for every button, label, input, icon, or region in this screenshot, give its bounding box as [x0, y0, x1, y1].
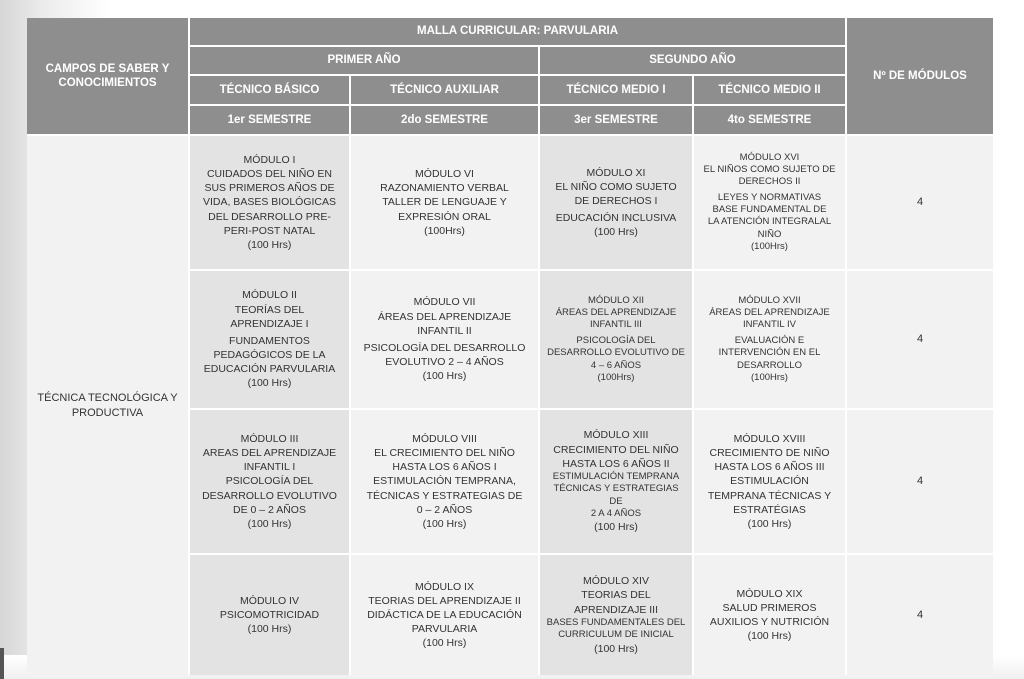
module-text-line: (100 Hrs)	[594, 642, 638, 655]
module-cell-r1-c3	[540, 136, 692, 269]
module-text-line: SUS PRIMEROS AÑOS DE	[204, 182, 335, 195]
module-text-line: (100 Hrs)	[422, 517, 467, 530]
module-text-line: DESARROLLO EVOLUTIVO	[202, 489, 337, 502]
module-text-line: DEL DESARROLLO PRE-	[208, 210, 331, 223]
module-text-line: MÓDULO IX	[415, 580, 474, 593]
module-text-line: HASTA LOS 6 AÑOS II	[562, 457, 670, 470]
module-text-line: ÁREAS DEL APRENDIZAJE	[555, 307, 677, 319]
module-cell-r2-c4	[694, 271, 845, 408]
module-text-line: EDUCACIÓN PARVULARIA	[203, 363, 336, 376]
module-cell-r4-c4	[694, 555, 845, 675]
module-cell-r3-c4	[694, 410, 845, 553]
module-text-line: CRECIMIENTO DE NIÑO	[709, 447, 830, 460]
module-text-line: TEORIAS DEL APRENDIZAJE II	[368, 594, 521, 607]
module-text-line: TEORÍAS DEL	[234, 303, 305, 316]
module-text-line: MÓDULO VI	[415, 168, 474, 181]
field-cell	[27, 136, 188, 675]
module-cell-r4-c1	[190, 555, 349, 675]
module-text-line: (100 Hrs)	[422, 637, 467, 650]
module-text-line: AUXILIOS Y NUTRICIÓN	[709, 616, 830, 628]
module-text-line: TÉCNICAS Y ESTRATEGIAS DE	[553, 483, 679, 507]
module-text-line: (100 Hrs)	[747, 517, 792, 530]
module-text-line: MÓDULO XVI	[739, 151, 800, 163]
module-text-line: (100 Hrs)	[247, 517, 292, 530]
module-text-line: PARVULARIA	[411, 623, 478, 636]
module-text-line: PERI-POST NATAL	[223, 224, 316, 237]
semester-header-2: 2do SEMESTRE	[351, 106, 538, 134]
module-text-line: PSICOLOGÍA DEL	[576, 334, 656, 346]
module-text-line: PSICOLOGÍA DEL	[225, 475, 314, 488]
module-text-line: MÓDULO XIII	[583, 429, 649, 442]
module-text-line: PEDAGÓGICOS DE LA	[213, 349, 326, 362]
module-text-line: INFANTIL III	[590, 319, 642, 331]
level-header-1: TÉCNICO BÁSICO	[190, 76, 349, 104]
module-text-line: MÓDULO VIII	[412, 432, 477, 445]
module-text-line: DERECHOS II	[738, 176, 801, 188]
module-text-line: 0 – 2 AÑOS	[416, 503, 473, 516]
module-text-line: MÓDULO XI	[586, 166, 646, 179]
module-text-line: (100 Hrs)	[747, 630, 792, 643]
module-text-line: MÓDULO II	[242, 289, 297, 302]
module-text-line: DIDÁCTICA DE LA EDUCACIÓN	[367, 608, 522, 621]
module-text-line: (100Hrs)	[597, 371, 635, 383]
module-text-line: MÓDULO XVII	[738, 294, 801, 306]
module-text-line: LEYES Y NORMATIVAS	[717, 191, 822, 203]
module-cell-r4-c2	[351, 555, 538, 675]
module-text-line: (100Hrs)	[424, 224, 465, 237]
module-text-line: INFANTIL I	[243, 461, 296, 474]
module-text-line: INFANTIL IV	[743, 319, 796, 331]
module-text-line: (100Hrs)	[751, 241, 788, 253]
curriculum-table	[27, 18, 993, 675]
module-text-line: ESTIMULACIÓN TEMPRANA	[552, 470, 680, 482]
module-cell-r2-c3	[540, 271, 692, 408]
module-text-line: EDUCACIÓN INCLUSIVA	[555, 212, 677, 225]
module-text-line: TALLER DE LENGUAJE Y	[382, 196, 507, 209]
level-header-3: TÉCNICO MEDIO I	[540, 76, 692, 104]
module-cell-r3-c3	[540, 410, 692, 553]
module-text-line: (100 Hrs)	[247, 377, 292, 390]
module-count: 4	[847, 136, 993, 269]
module-text-line: CUIDADOS DEL NIÑO EN	[206, 168, 333, 181]
module-count: 4	[847, 271, 993, 408]
module-text-line: DE 0 – 2 AÑOS	[233, 503, 306, 516]
module-text-line: PSICOMOTRICIDAD	[219, 608, 320, 621]
module-text-line: SALUD PRIMEROS	[722, 601, 817, 614]
module-text-line: PSICOLOGÍA DEL DESARROLLO	[363, 342, 526, 354]
module-text-line: 4 – 6 AÑOS	[590, 359, 642, 371]
module-text-line: MÓDULO III	[240, 432, 299, 445]
module-text-line: INTERVENCIÓN EN EL	[718, 347, 821, 359]
module-cell-r1-c2	[351, 136, 538, 269]
module-text-line: DESARROLLO EVOLUTIVO DE	[547, 347, 685, 359]
module-text-line: ÁREAS DEL APRENDIZAJE	[709, 307, 830, 319]
module-text-line: INFANTIL II	[417, 324, 472, 337]
module-text-line: TEMPRANA TÉCNICAS Y	[707, 489, 832, 502]
semester-header-3: 3er SEMESTRE	[540, 106, 692, 134]
module-text-line: BASES FUNDAMENTALES DEL	[546, 616, 686, 628]
module-text-line: (100 Hrs)	[594, 226, 638, 239]
table-title: MALLA CURRICULAR: PARVULARIA	[190, 18, 845, 45]
module-text-line: MÓDULO I	[243, 153, 296, 166]
module-text-line: EL NIÑOS COMO SUJETO DE	[703, 163, 836, 175]
module-cell-r1-c4	[694, 136, 845, 269]
module-text-line: EVOLUTIVO 2 – 4 AÑOS	[385, 356, 504, 369]
module-text-line: TÉCNICAS Y ESTRATEGIAS DE	[366, 489, 523, 502]
module-text-line: FUNDAMENTOS	[229, 334, 310, 347]
semester-header-4: 4to SEMESTRE	[694, 106, 845, 134]
module-text-line: 2 A 4 AÑOS	[590, 508, 642, 520]
module-text-line: MÓDULO XIX	[736, 587, 803, 600]
module-text-line: DE DERECHOS I	[574, 194, 658, 207]
module-text-line: ESTIMULACIÓN TEMPRANA,	[373, 475, 516, 488]
module-text-line: CURRICULUM DE INICIAL	[558, 629, 674, 641]
module-text-line: MÓDULO IV	[240, 594, 299, 607]
module-count-header: Nº DE MÓDULOS	[847, 18, 993, 134]
module-text-line: VIDA, BASES BIOLÓGICAS	[202, 196, 337, 209]
module-text-line: MÓDULO XII	[588, 294, 644, 306]
page-edge-mark	[0, 648, 4, 679]
level-header-4: TÉCNICO MEDIO II	[694, 76, 845, 104]
module-cell-r3-c1	[190, 410, 349, 553]
module-cell-r4-c3	[540, 555, 692, 675]
module-text-line: APRENDIZAJE I	[230, 317, 309, 330]
module-text-line: RAZONAMIENTO VERBAL	[380, 182, 509, 195]
module-text-line: EVALUACIÓN E	[734, 334, 805, 346]
module-text-line: TEORIAS DEL	[581, 589, 651, 602]
module-text-line: EL NIÑO COMO SUJETO	[555, 180, 677, 193]
module-text-line: CRECIMIENTO DEL NIÑO	[553, 443, 679, 456]
module-count: 4	[847, 410, 993, 553]
module-text-line: (100Hrs)	[751, 371, 788, 383]
module-cell-r3-c2	[351, 410, 538, 553]
module-text-line: HASTA LOS 6 AÑOS I	[392, 461, 497, 474]
module-text-line: EXPRESIÓN ORAL	[398, 210, 491, 223]
semester-header-1: 1er SEMESTRE	[190, 106, 349, 134]
module-text-line: ÁREAS DEL APRENDIZAJE	[377, 310, 512, 323]
year-header-2: SEGUNDO AÑO	[540, 47, 845, 74]
module-count: 4	[847, 555, 993, 675]
module-cell-r2-c1	[190, 271, 349, 408]
year-header-1: PRIMER AÑO	[190, 47, 538, 74]
field-header: CAMPOS DE SABER Y CONOCIMIENTOS	[27, 18, 188, 134]
level-header-2: TÉCNICO AUXILIAR	[351, 76, 538, 104]
field-name: TÉCNICA TECNOLÓGICA Y PRODUCTIVA	[37, 391, 178, 419]
module-text-line: (100 Hrs)	[247, 238, 292, 251]
module-text-line: MÓDULO XIV	[583, 575, 649, 588]
module-text-line: DESARROLLO	[737, 359, 802, 371]
module-text-line: BASE FUNDAMENTAL DE	[712, 204, 827, 215]
module-text-line: (100 Hrs)	[594, 521, 638, 534]
module-text-line: LA ATENCIÓN INTEGRALAL	[707, 216, 832, 228]
module-text-line: (100 Hrs)	[422, 370, 467, 383]
module-text-line: NIÑO	[757, 228, 782, 240]
module-cell-r2-c2	[351, 271, 538, 408]
module-text-line: (100 Hrs)	[247, 623, 292, 636]
module-text-line: ESTIMULACIÓN	[730, 475, 809, 488]
module-text-line: ESTRATÉGIAS	[733, 503, 806, 516]
module-text-line: HASTA LOS 6 AÑOS III	[714, 461, 825, 474]
module-text-line: APRENDIZAJE III	[573, 603, 658, 616]
module-text-line: MÓDULO VII	[413, 296, 476, 309]
module-text-line: AREAS DEL APRENDIZAJE	[202, 447, 337, 460]
module-text-line: EL CRECIMIENTO DEL NIÑO	[374, 447, 515, 460]
module-text-line: MÓDULO XVIII	[733, 432, 806, 445]
module-cell-r1-c1	[190, 136, 349, 269]
